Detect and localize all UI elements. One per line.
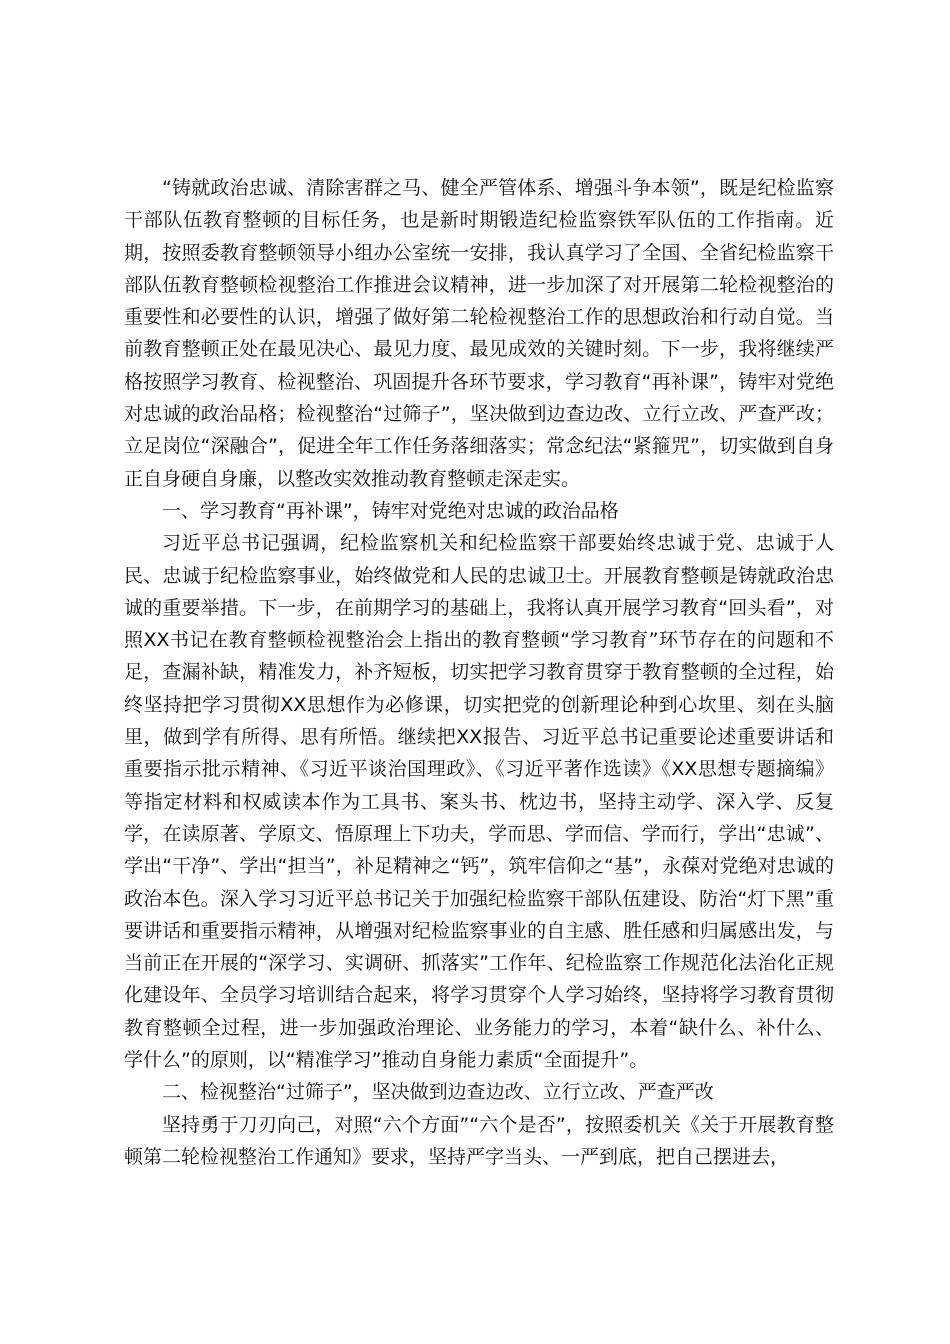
document-page xyxy=(124,172,834,1173)
section-1-heading: 一、学习教育“再补课”，铸牢对党绝对忠诚的政治品格 xyxy=(162,499,619,522)
section-1-paragraph: 习近平总书记强调，纪检监察机关和纪检监察干部要始终忠诚于党、忠诚于人民、忠诚于纪检监察事业，始终做党和人民的忠诚卫士。开展教育整顿是铸就政治忠诚的重要举措。下一步，在前期学习的基础上，我将认真开展学习教育“回头看”，对照XX书记在教育整顿检视整治会上指出的教育整顿“学习教育”环节存在的问题和不足，查漏补缺，精准发力，补齐短板，切实把学习教育贯穿于教育整顿的全过程，始终坚持把学习贯彻XX思想作为必修课，切实把党的创新理论种到心坎里、刻在头脑里，做到学有所得、思有所悟。继续把XX报告、习近平总书记重要论述重要讲话和重要指示批示精神、《习近平谈治国理政》、《习近平著作选读》《XX思想专题摘编》等指定材料和权威读本作为工具书、案头书、枕边书，坚持主动学、深入学、反复学，在读原著、学原文、悟原理上下功夫，学而思、学而信、学而行，学出“忠诚”、学出“干净”、学出“担当”，补足精神之“钙”，筑牢信仰之“基”，永葆对党绝对忠诚的政治本色。深入学习习近平总书记关于加强纪检监察干部队伍建设、防治“灯下黑”重要讲话和重要指示精神，从增强对纪检监察事业的自主感、胜任感和归属感出发，与当前正在开展的“深学习、实调研、抓落实”工作年、纪检监察工作规范化法治化正规化建设年、全员学习培训结合起来，将学习贯穿个人学习始终，坚持将学习教育贯彻教育整顿全过程，进一步加强政治理论、业务能力的学习，本着“缺什么、补什么、学什么”的原则，以“精准学习”推动自身能力素质“全面提升”。 xyxy=(124,532,834,1072)
section-2-paragraph: 坚持勇于刀刃向己，对照“六个方面”“六个是否”，按照委机关《关于开展教育整顿第二轮检视整治工作通知》要求，坚持严字当头、一严到底，把自己摆进去， xyxy=(124,1113,834,1168)
section-2-heading: 二、检视整治“过筛子”，坚决做到边查边改、立行立改、严查严改 xyxy=(162,1081,714,1104)
intro-paragraph: “铸就政治忠诚、清除害群之马、健全严管体系、增强斗争本领”，既是纪检监察干部队伍教育整顿的目标任务，也是新时期锻造纪检监察铁军队伍的工作指南。近期，按照委教育整顿领导小组办公室统一安排，我认真学习了全国、全省纪检监察干部队伍教育整顿检视整治工作推进会议精神，进一步加深了对开展第二轮检视整治的重要性和必要性的认识，增强了做好第二轮检视整治工作的思想政治和行动自觉。当前教育整顿正处在最见决心、最见力度、最见成效的关键时刻。下一步，我将继续严格按照学习教育、检视整治、巩固提升各环节要求，学习教育“再补课”，铸牢对党绝对忠诚的政治品格；检视整治“过筛子”，坚决做到边查边改、立行立改、严查严改；立足岗位“深融合”，促进全年工作任务落细落实；常念纪法“紧箍咒”，切实做到自身正自身硬自身廉，以整改实效推动教育整顿走深走实。 xyxy=(124,177,834,490)
